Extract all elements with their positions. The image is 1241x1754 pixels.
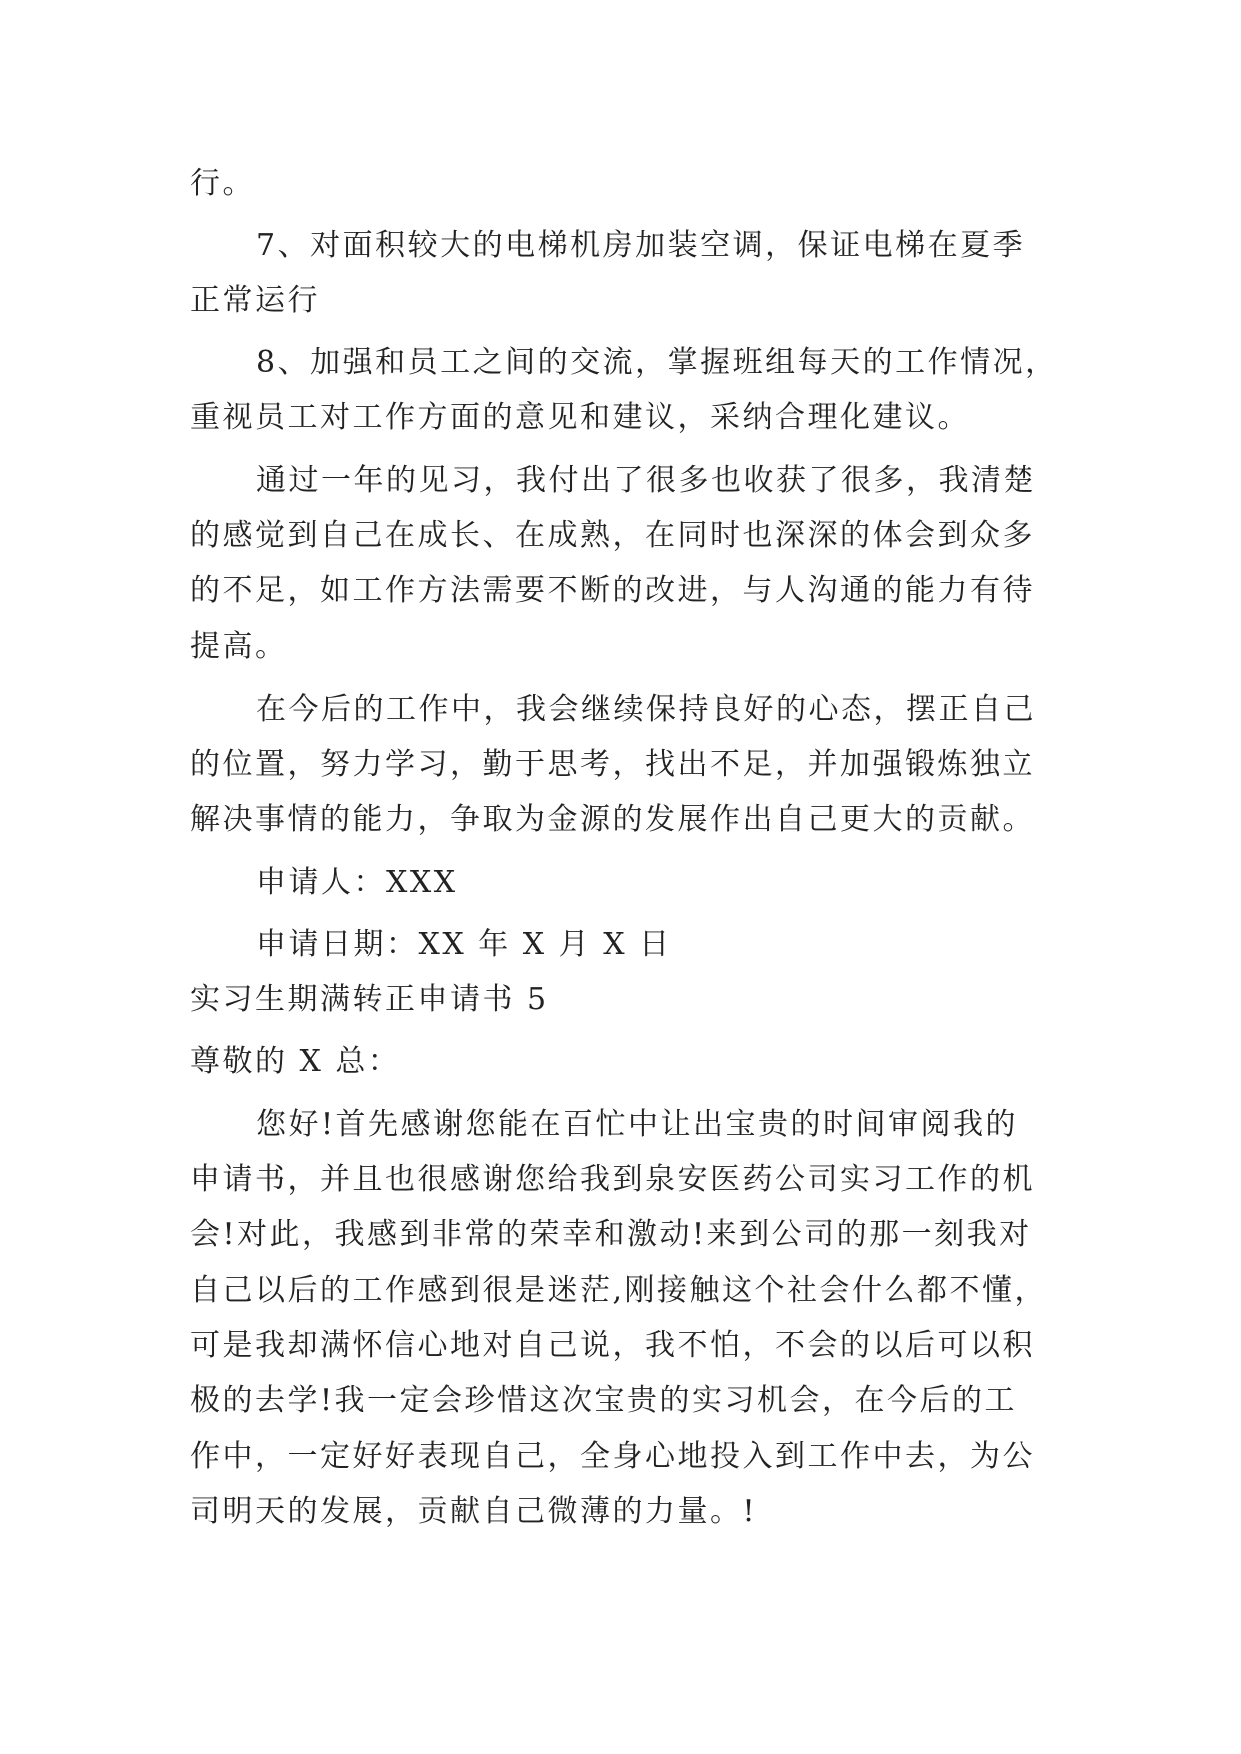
text-line: 通过一年的见习，我付出了很多也收获了很多，我清楚	[256, 463, 1036, 498]
text-line: 正常运行	[190, 283, 320, 318]
text-line: 可是我却满怀信心地对自己说，我不怕，不会的以后可以积	[190, 1328, 1035, 1363]
text-line: 在今后的工作中，我会继续保持良好的心态，摆正自己	[256, 692, 1036, 727]
text-line: 申请书，并且也很感谢您给我到泉安医药公司实习工作的机	[190, 1162, 1035, 1197]
text-line: 解决事情的能力，争取为金源的发展作出自己更大的贡献。	[190, 802, 1035, 837]
text-line: 司明天的发展，贡献自己微薄的力量。!	[190, 1494, 758, 1529]
text-line: 您好!首先感谢您能在百忙中让出宝贵的时间审阅我的	[256, 1107, 1019, 1142]
text-line: 行。	[190, 166, 255, 201]
section-title: 实习生期满转正申请书 5	[190, 982, 549, 1017]
text-line: 7、对面积较大的电梯机房加装空调，保证电梯在夏季	[256, 228, 1026, 263]
text-line: 会!对此，我感到非常的荣幸和激动!来到公司的那一刻我对	[190, 1217, 1032, 1252]
text-line: 的感觉到自己在成长、在成熟，在同时也深深的体会到众多	[190, 518, 1035, 553]
applicant-line: 申请人：XXX	[256, 865, 458, 900]
text-line: 8、加强和员工之间的交流，掌握班组每天的工作情况，	[256, 345, 1058, 380]
text-line: 的不足，如工作方法需要不断的改进，与人沟通的能力有待	[190, 573, 1035, 608]
text-line: 作中，一定好好表现自己，全身心地投入到工作中去，为公	[190, 1439, 1035, 1474]
salutation: 尊敬的 X 总：	[190, 1044, 401, 1079]
text-line: 极的去学!我一定会珍惜这次宝贵的实习机会，在今后的工	[190, 1383, 1018, 1418]
date-line: 申请日期：XX 年 X 月 X 日	[256, 927, 672, 962]
text-line: 自己以后的工作感到很是迷茫,刚接触这个社会什么都不懂，	[190, 1273, 1048, 1308]
text-line: 的位置，努力学习，勤于思考，找出不足，并加强锻炼独立	[190, 747, 1035, 782]
text-line: 提高。	[190, 629, 288, 664]
text-line: 重视员工对工作方面的意见和建议，采纳合理化建议。	[190, 400, 970, 435]
